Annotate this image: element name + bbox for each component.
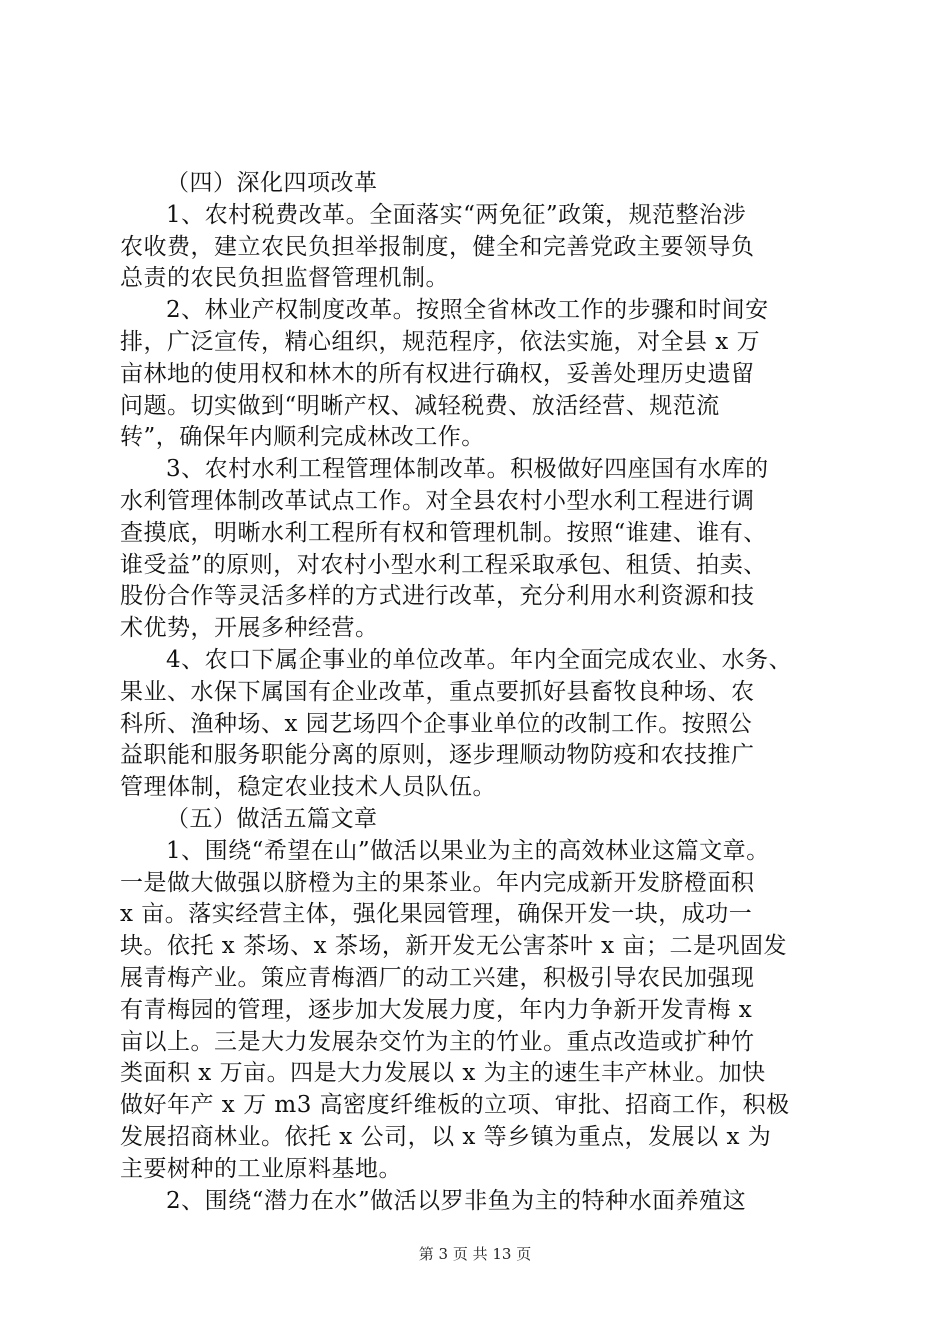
paragraph-line: 查摸底，明晰水利工程所有权和管理机制。按照“谁建、谁有、: [120, 519, 767, 546]
paragraph-line: 亩以上。三是大力发展杂交竹为主的竹业。重点改造或扩种竹: [120, 1028, 755, 1055]
paragraph-line: 1、农村税费改革。全面落实“两免征”政策，规范整治涉: [166, 201, 747, 228]
paragraph-line: 3、农村水利工程管理体制改革。积极做好四座国有水库的: [166, 456, 769, 483]
paragraph-line: 有青梅园的管理，逐步加大发展力度，年内力争新开发青梅 x: [120, 996, 753, 1023]
paragraph-line: 一是做大做强以脐橙为主的果茶业。年内完成新开发脐橙面积: [120, 869, 755, 896]
section-heading-4: （四）深化四项改革: [166, 170, 378, 196]
paragraph-line: 水利管理体制改革试点工作。对全县农村小型水利工程进行调: [120, 487, 755, 514]
paragraph-line: 果业、水保下属国有企业改革，重点要抓好县畜牧良种场、农: [120, 678, 755, 705]
document-body: [120, 168, 832, 1217]
paragraph-line: 主要树种的工业原料基地。: [120, 1155, 402, 1182]
paragraph-line: 总责的农民负担监督管理机制。: [120, 265, 449, 292]
paragraph-line: 2、林业产权制度改革。按照全省林改工作的步骤和时间安: [166, 297, 769, 324]
page-number-footer: 第 3 页 共 13 页: [418, 1245, 532, 1263]
paragraph-line: 展青梅产业。策应青梅酒厂的动工兴建，积极引导农民加强现: [120, 964, 755, 991]
paragraph-line: 亩林地的使用权和林木的所有权进行确权，妥善处理历史遗留: [120, 360, 755, 387]
paragraph-line: 管理体制，稳定农业技术人员队伍。: [120, 774, 496, 801]
paragraph-line: 做好年产 x 万 m3 高密度纤维板的立项、审批、招商工作，积极: [120, 1092, 790, 1119]
paragraph-line: 块。依托 x 茶场、x 茶场，新开发无公害茶叶 x 亩；二是巩固发: [120, 933, 787, 960]
paragraph-line: 术优势，开展多种经营。: [120, 615, 379, 642]
paragraph-line: 转”，确保年内顺利完成林改工作。: [120, 424, 485, 451]
paragraph-line: 排，广泛宣传，精心组织，规范程序，依法实施，对全县 x 万: [120, 328, 761, 355]
paragraph-line: 发展招商林业。依托 x 公司，以 x 等乡镇为重点，发展以 x 为: [120, 1123, 772, 1150]
paragraph-line: 4、农口下属企事业的单位改革。年内全面完成农业、水务、: [166, 646, 793, 673]
paragraph-line: x 亩。落实经营主体，强化果园管理，确保开发一块，成功一: [120, 901, 753, 928]
paragraph-line: 益职能和服务职能分离的原则，逐步理顺动物防疫和农技推广: [120, 742, 755, 769]
section-heading-5: （五）做活五篇文章: [166, 805, 378, 832]
paragraph-line: 1、围绕“希望在山”做活以果业为主的高效林业这篇文章。: [166, 837, 770, 864]
paragraph-line: 谁受益”的原则，对农村小型水利工程采取承包、租赁、拍卖、: [120, 551, 767, 578]
paragraph-line: 问题。切实做到“明晰产权、减轻税费、放活经营、规范流: [120, 392, 720, 419]
paragraph-line: 股份合作等灵活多样的方式进行改革，充分利用水利资源和技: [120, 583, 755, 610]
paragraph-line: 科所、渔种场、x 园艺场四个企事业单位的改制工作。按照公: [120, 710, 753, 737]
paragraph-line: 类面积 x 万亩。四是大力发展以 x 为主的速生丰产林业。加快: [120, 1060, 766, 1087]
paragraph-line: 2、围绕“潜力在水”做活以罗非鱼为主的特种水面养殖这: [166, 1187, 747, 1214]
paragraph-line: 农收费，建立农民负担举报制度，健全和完善党政主要领导负: [120, 233, 755, 260]
